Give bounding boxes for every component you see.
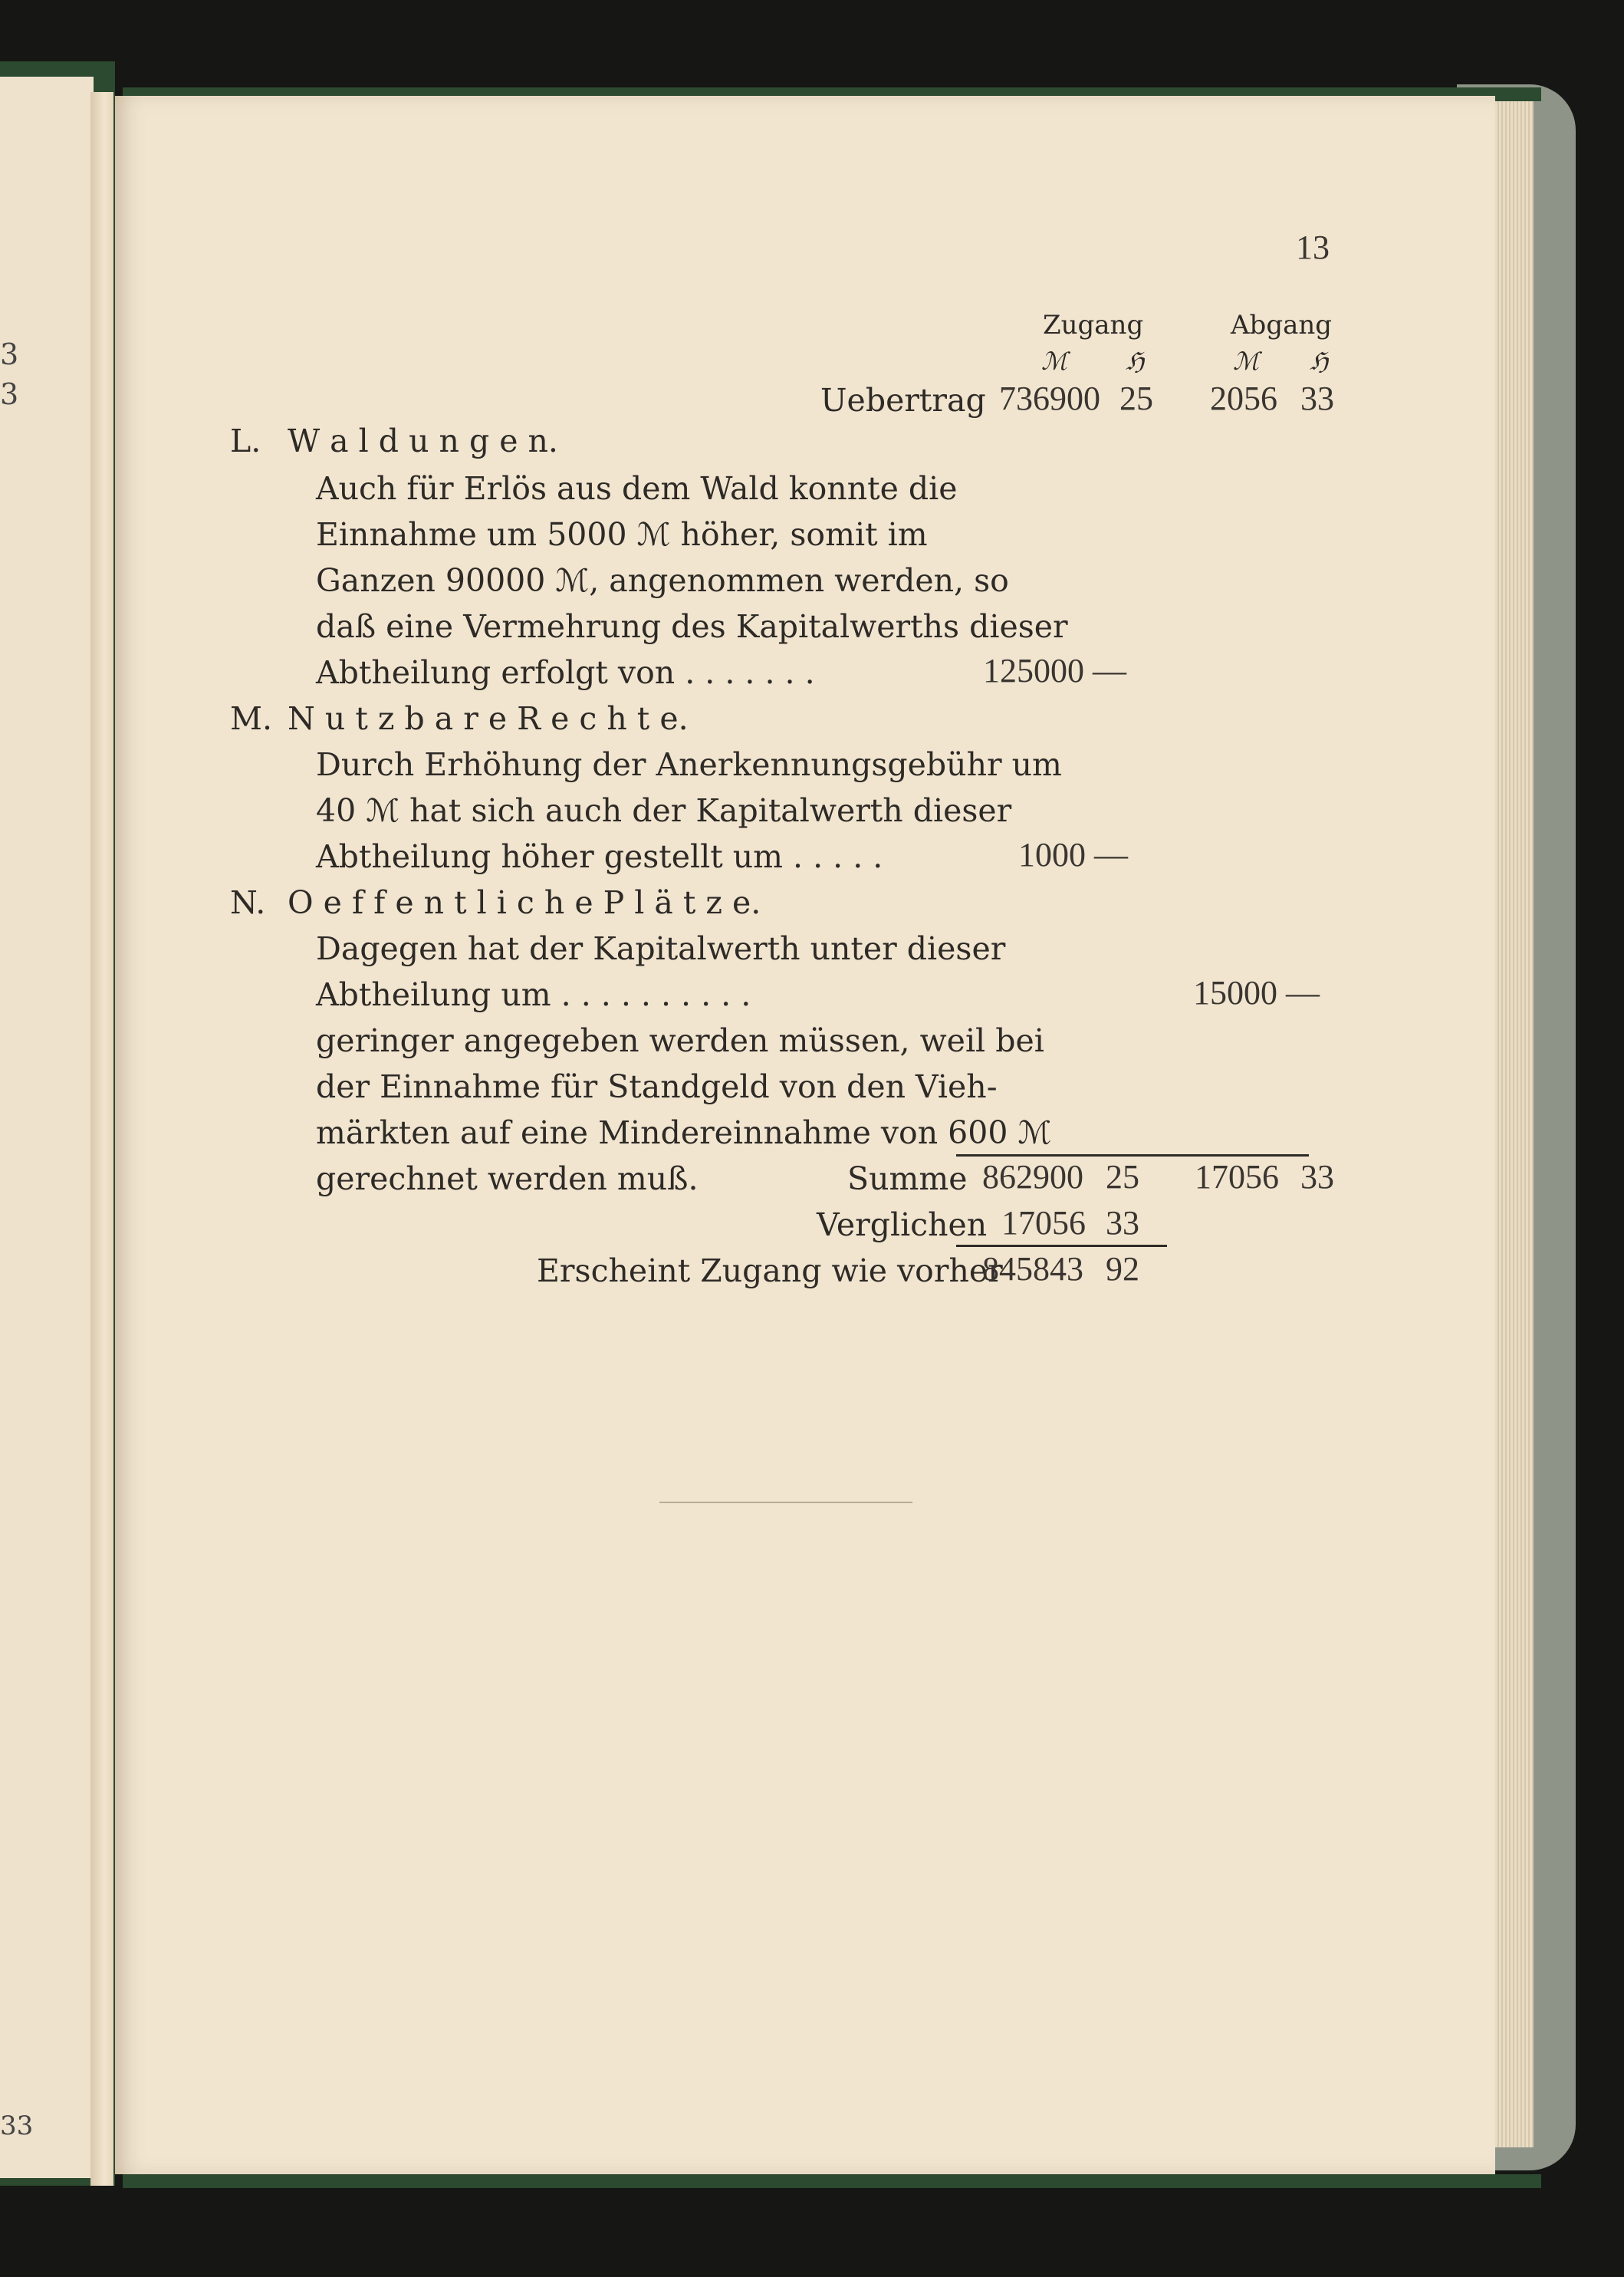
uebertrag-abgang-pf: 33 (1300, 380, 1334, 417)
left-page-edge (90, 92, 113, 2186)
left-page (0, 77, 94, 2178)
text-line: 40 ℳ hat sich auch der Kapitalwerth dieser (316, 792, 1012, 829)
text-line: gerechnet werden muß. (316, 1160, 699, 1197)
text-line: Abtheilung um . . . . . . . . . . (316, 976, 751, 1013)
text-line: Auch für Erlös aus dem Wald konnte die (316, 470, 958, 507)
column-header-zugang: Zugang (1043, 310, 1144, 341)
section-heading: O e f f e n t l i c h e P l ä t z e. (288, 884, 761, 921)
section-heading: N u t z b a r e R e c h t e. (288, 700, 689, 737)
text-line: der Einnahme für Standgeld von den Vieh- (316, 1068, 998, 1105)
text-line: Dagegen hat der Kapitalwerth unter dieser (316, 930, 1006, 967)
pfennig-symbol: ℌ (1126, 347, 1145, 376)
summe-label: Summe (847, 1160, 968, 1197)
column-header-abgang: Abgang (1231, 310, 1333, 341)
summe-abgang-mark: 17056 (1195, 1158, 1279, 1196)
left-fragment: 3 (0, 377, 19, 411)
mark-symbol: ℳ (1233, 347, 1260, 376)
left-fragment: 33 (0, 2111, 34, 2141)
amount-zugang: 125000 — (983, 652, 1126, 689)
summe-zugang-mark: 862900 (982, 1158, 1083, 1196)
text-line: märkten auf eine Mindereinnahme von 600 ℳ (316, 1114, 1052, 1151)
uebertrag-label: Uebertrag (820, 382, 986, 419)
amount-zugang: 1000 — (1018, 836, 1128, 874)
left-fragment: 3 (0, 337, 19, 371)
text-line: geringer angegeben werden müssen, weil bei (316, 1022, 1044, 1059)
page-number: 13 (1296, 229, 1330, 266)
section-letter: N. (230, 884, 266, 921)
summe-zugang-pf: 25 (1106, 1158, 1139, 1196)
mark-symbol: ℳ (1041, 347, 1068, 376)
pfennig-symbol: ℌ (1310, 347, 1329, 376)
document-page (115, 96, 1495, 2174)
verglichen-mark: 17056 (1001, 1204, 1086, 1242)
text-line: Einnahme um 5000 ℳ höher, somit im (316, 516, 928, 553)
text-line: Durch Erhöhung der Anerkennungsgebühr um (316, 746, 1062, 783)
text-line: daß eine Vermehrung des Kapitalwerths dieser (316, 608, 1068, 645)
section-letter: L. (230, 423, 261, 459)
uebertrag-abgang-mark: 2056 (1210, 380, 1277, 417)
section-letter: M. (230, 700, 273, 737)
text-line: Abtheilung erfolgt von . . . . . . . (316, 654, 815, 691)
result-mark: 845843 (982, 1250, 1083, 1288)
sum-rule (956, 1154, 1309, 1157)
section-heading: W a l d u n g e n. (288, 423, 558, 459)
end-rule (659, 1502, 912, 1503)
result-label: Erscheint Zugang wie vorher (537, 1252, 1003, 1289)
text-line: Abtheilung höher gestellt um . . . . . (316, 838, 883, 875)
summe-abgang-pf: 33 (1300, 1158, 1334, 1196)
result-pf: 92 (1106, 1250, 1139, 1288)
verglichen-label: Verglichen (817, 1206, 988, 1243)
cover-band (123, 2174, 1541, 2188)
difference-rule (956, 1245, 1167, 1247)
uebertrag-zugang-pf: 25 (1119, 380, 1153, 417)
uebertrag-zugang-mark: 736900 (999, 380, 1100, 417)
text-line: Ganzen 90000 ℳ, angenommen werden, so (316, 562, 1009, 599)
amount-abgang: 15000 — (1193, 974, 1320, 1012)
verglichen-pf: 33 (1106, 1204, 1139, 1242)
